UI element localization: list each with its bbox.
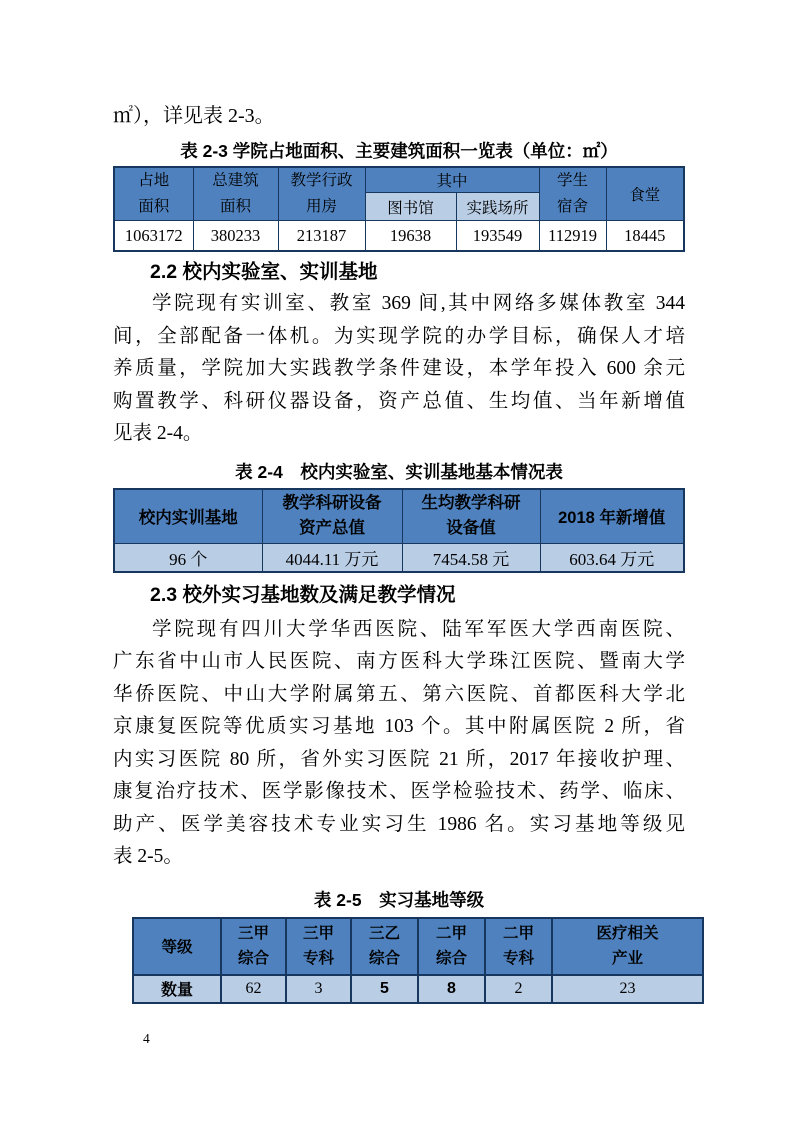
paragraph-2-2 [113,288,685,451]
data-cell: 5 [351,975,418,1003]
text-line: 见表 2-4。 [113,423,203,444]
text-line: 广东省中山市人民医院、南方医科大学珠江医院、暨南大学 [113,651,685,672]
data-cell: 4044.11 万元 [262,543,402,572]
header-line: 资产总值 [299,519,365,537]
header-cell-of-which: 其中 [365,167,539,193]
table-2-3-title: 表 2-3 学院占地面积、主要建筑面积一览表（单位：㎡） [180,141,618,161]
table-2-4 [113,488,685,573]
data-cell: 1063172 [114,221,193,252]
text-line: 学院现有实训室、教室 369 间,其中网络多媒体教室 344 [152,293,685,314]
subheader-cell-library: 图书馆 [365,193,456,221]
header-cell-teaching-admin [278,167,365,221]
data-cell: 213187 [278,221,365,252]
header-cell-3b-general [351,918,418,975]
header-line: 产业 [611,950,643,967]
table-row [133,918,703,975]
header-cell-grade: 等级 [133,918,221,975]
header-line: 综合 [368,950,400,967]
row-label-quantity: 数量 [133,975,221,1003]
data-cell: 96 个 [114,543,262,572]
data-cell: 3 [286,975,351,1003]
data-cell: 7454.58 元 [402,543,540,572]
table-row [114,489,684,544]
table-row [114,167,684,193]
text-line: 内实习医院 80 所，省外实习医院 21 所，2017 年接收护理、 [113,748,685,770]
text-line: 学院现有四川大学华西医院、陆军军医大学西南医院、 [152,618,685,640]
header-line: 设备值 [446,519,496,537]
data-cell: 62 [221,975,286,1003]
header-line: 专科 [302,950,334,967]
table-2-4-title: 表 2-4 校内实验室、实训基地基本情况表 [235,461,563,482]
page-number: 4 [143,1031,150,1046]
header-line: 占地 [138,172,170,189]
header-cell-medical-related [552,918,703,975]
header-line: 总建筑 [212,172,259,189]
header-cell-dormitory [539,167,606,221]
data-cell: 8 [418,975,485,1003]
header-cell-canteen: 食堂 [606,167,684,221]
header-cell-per-student-value [402,489,540,544]
header-line: 学生 [557,172,589,189]
data-cell: 380233 [193,221,278,252]
header-line: 二甲 [435,925,467,942]
header-line: 专科 [502,950,534,967]
data-cell: 18445 [606,221,684,252]
table-2-3 [113,166,685,252]
header-line: 教学科研设备 [282,494,382,512]
header-line: 三甲 [302,925,334,942]
header-cell-land-area [114,167,193,221]
header-cell-3a-general [221,918,286,975]
data-cell: 112919 [539,221,606,252]
table-2-5 [132,917,704,1004]
header-cell-training-bases: 校内实训基地 [114,489,262,544]
header-line: 宿舍 [557,198,589,215]
text-line: 养质量，学院加大实践教学条件建设，本学年投入 600 余元 [113,358,685,379]
text-line: 购置教学、科研仪器设备，资产总值、生均值、当年新增值 [113,390,685,412]
subheader-cell-practice-site: 实践场所 [456,193,539,221]
data-cell: 19638 [365,221,456,252]
header-line: 用房 [305,198,337,215]
text-line: 间，全部配备一体机。为实现学院的办学目标，确保人才培 [113,325,685,347]
header-line: 生均教学科研 [421,494,521,512]
header-line: 医疗相关 [596,925,659,942]
header-cell-equipment-total-value [262,489,402,544]
table-row [114,221,684,252]
header-line: 综合 [435,950,467,967]
table-2-5-title: 表 2-5 实习基地等级 [313,889,485,910]
section-heading-2-2: 2.2 校内实验室、实训基地 [150,261,378,283]
header-cell-2a-specialty [485,918,552,975]
header-line: 二甲 [502,925,534,942]
header-line: 综合 [237,950,269,967]
data-cell: 2 [485,975,552,1003]
header-line: 教学行政 [290,172,353,189]
table-row [133,975,703,1003]
intro-text: ㎡），详见表 2-3。 [113,105,275,127]
table-row [114,543,684,572]
data-cell: 23 [552,975,703,1003]
header-line: 三甲 [237,925,269,942]
paragraph-2-3 [113,614,685,874]
text-line: 京康复医院等优质实习基地 103 个。其中附属医院 2 所，省 [113,716,685,737]
header-line: 三乙 [368,925,400,942]
text-line: 华侨医院、中山大学附属第五、第六医院、首都医科大学北 [113,683,685,705]
header-cell-3a-specialty [286,918,351,975]
text-line: 表 2-5。 [113,846,183,867]
header-line: 面积 [219,198,251,215]
data-cell: 193549 [456,221,539,252]
data-cell: 603.64 万元 [540,543,684,572]
section-heading-2-3: 2.3 校外实习基地数及满足教学情况 [150,583,456,606]
header-line: 面积 [138,198,170,215]
header-cell-total-building [193,167,278,221]
header-cell-2018-new-value: 2018 年新增值 [540,489,684,544]
text-line: 康复治疗技术、医学影像技术、医学检验技术、药学、临床、 [113,781,685,802]
header-cell-2a-general [418,918,485,975]
text-line: 助产、医学美容技术专业实习生 1986 名。实习基地等级见 [113,813,685,835]
